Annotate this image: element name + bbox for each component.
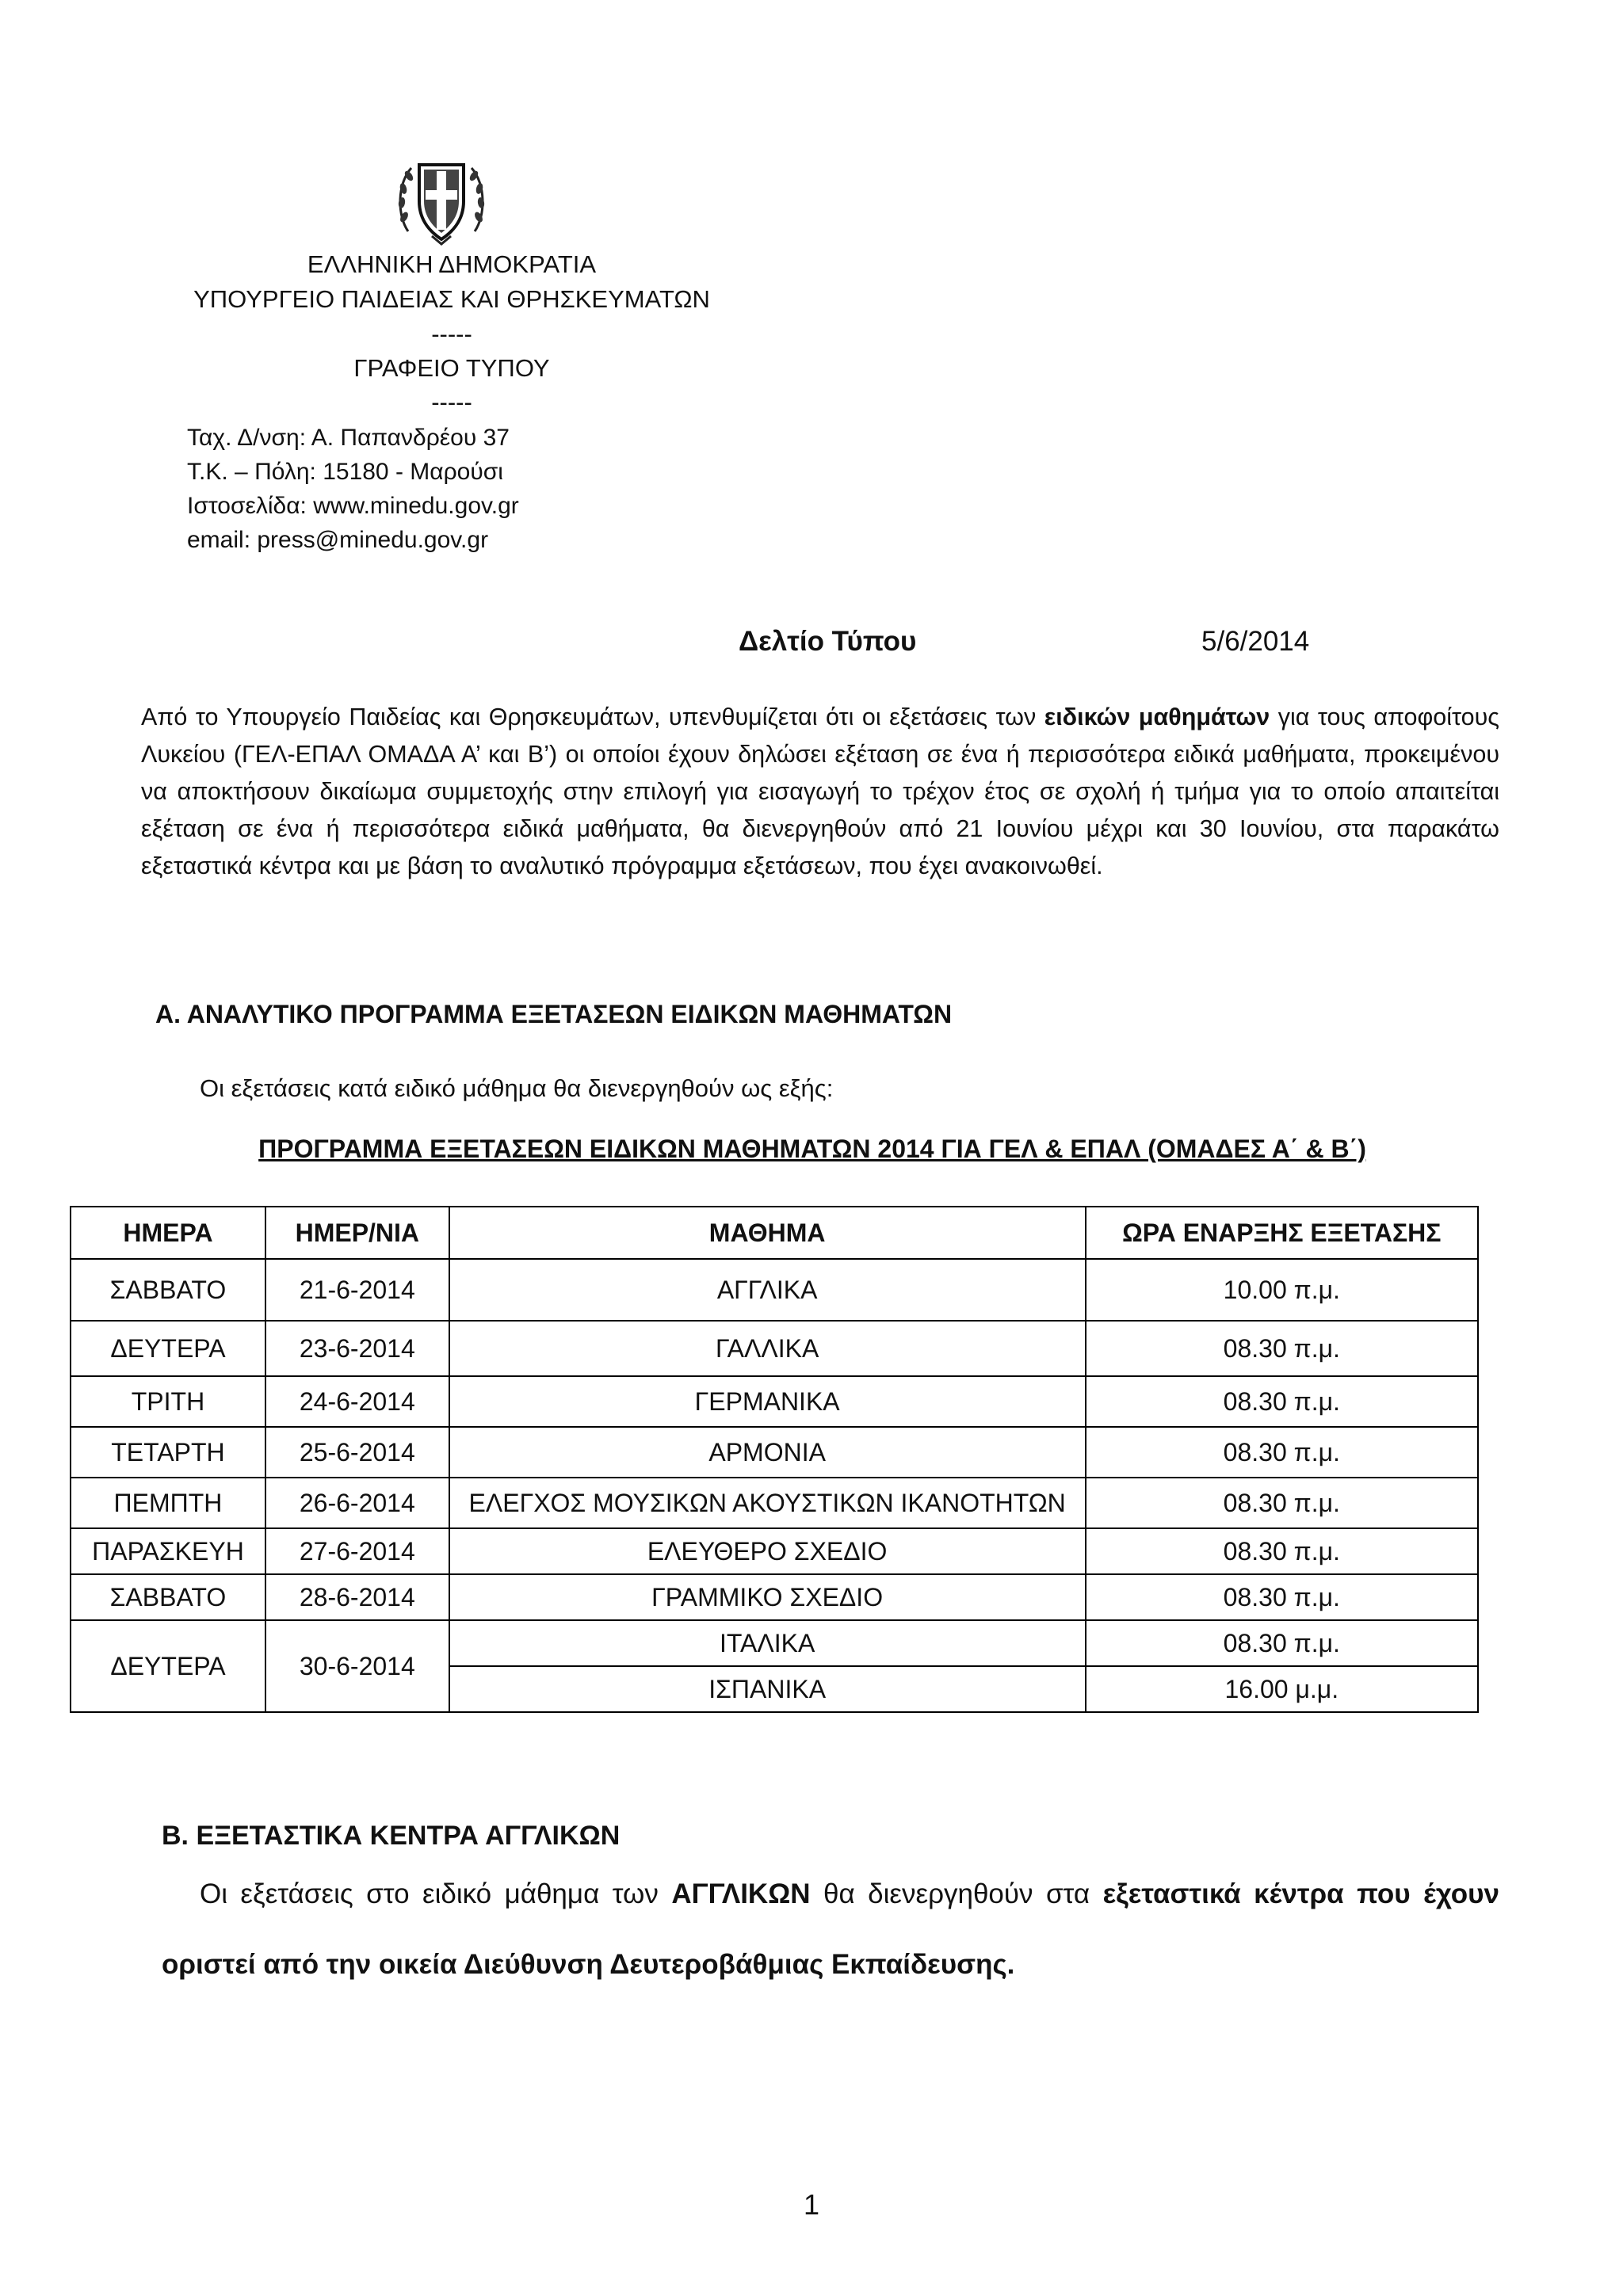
section-b-heading: Β. ΕΞΕΤΑΣΤΙΚΑ ΚΕΝΤΡΑ ΑΓΓΛΙΚΩΝ (162, 1821, 621, 1851)
cell-day: ΣΑΒΒΑΤΟ (71, 1259, 265, 1321)
cell-day: ΠΑΡΑΣΚΕΥΗ (71, 1528, 265, 1574)
section-b-text-bold-1: ΑΓΓΛΙΚΩΝ (671, 1878, 811, 1909)
section-a-intro: Οι εξετάσεις κατά ειδικό μάθημα θα διενεργηθούν ως εξής: (200, 1074, 834, 1102)
intro-text-bold: ειδικών μαθημάτων (1044, 704, 1270, 730)
header-separator-2: ----- (431, 388, 472, 416)
table-header-row (71, 1207, 1478, 1259)
header-ministry: ΥΠΟΥΡΓΕΙΟ ΠΑΙΔΕΙΑΣ ΚΑΙ ΘΡΗΣΚΕΥΜΑΤΩΝ (193, 285, 710, 313)
cell-subject: ΕΛΕΥΘΕΡΟ ΣΧΕΔΙΟ (449, 1528, 1086, 1574)
section-b-text-2: θα διενεργηθούν στα (810, 1878, 1103, 1909)
address-website: Ιστοσελίδα: www.minedu.gov.gr (187, 493, 519, 519)
page-number: 1 (803, 2188, 820, 2221)
column-header-day: ΗΜΕΡΑ (71, 1207, 265, 1259)
table-row (71, 1259, 1478, 1321)
cell-subject: ΓΕΡΜΑΝΙΚΑ (449, 1376, 1086, 1427)
column-header-start-time: ΩΡΑ ΕΝΑΡΞΗΣ ΕΞΕΤΑΣΗΣ (1086, 1207, 1478, 1259)
header-separator: ----- (431, 320, 472, 348)
cell-subject: ΓΑΛΛΙΚΑ (449, 1321, 1086, 1376)
table-row (71, 1478, 1478, 1528)
intro-text-end: για τους αποφοίτους Λυκείου (ΓΕΛ-ΕΠΑΛ ΟΜΑΔΑ Α’ και Β’) οι οποίοι έχουν δηλώσει εξέταση σε ένα ή περισσότερα ειδικά μαθήματα, προκειμένου να αποκτήσουν δικαίωμα συμμετοχής στην επιλογή για εισαγωγή το τρέχον έτος σε σχολή ή τμήμα για το οποίο απαιτείται εξέταση σε ένα ή περισσότερα ειδικά μαθήματα, θα διενεργηθούν από 21 Ιουνίου μέχρι και 30 Ιουνίου, στα παρακάτω εξεταστικά κέντρα και με βάση το αναλυτικό πρόγραμμα εξετάσεων, που έχει ανακοινωθεί. (141, 704, 1499, 879)
cell-day: ΤΕΤΑΡΤΗ (71, 1427, 265, 1478)
exam-schedule-table (70, 1206, 1479, 1713)
cell-date: 26-6-2014 (265, 1478, 449, 1528)
cell-time: 08.30 π.μ. (1086, 1321, 1478, 1376)
table-row (71, 1427, 1478, 1478)
cell-subject: ΙΤΑΛΙΚΑ (449, 1620, 1086, 1666)
address-street: Ταχ. Δ/νση: Α. Παπανδρέου 37 (187, 425, 510, 451)
cell-time: 16.00 μ.μ. (1086, 1666, 1478, 1712)
cell-subject: ΕΛΕΓΧΟΣ ΜΟΥΣΙΚΩΝ ΑΚΟΥΣΤΙΚΩΝ ΙΚΑΝΟΤΗΤΩΝ (449, 1478, 1086, 1528)
section-b-paragraph (162, 1859, 1499, 2000)
cell-date: 27-6-2014 (265, 1528, 449, 1574)
cell-day: ΣΑΒΒΑΤΟ (71, 1574, 265, 1620)
cell-date: 21-6-2014 (265, 1259, 449, 1321)
press-release-title: Δελτίο Τύπου (739, 626, 917, 657)
cell-day: ΠΕΜΠΤΗ (71, 1478, 265, 1528)
cell-date: 28-6-2014 (265, 1574, 449, 1620)
cell-date: 25-6-2014 (265, 1427, 449, 1478)
table-row (71, 1376, 1478, 1427)
coat-of-arms-emblem (392, 154, 491, 249)
address-city: Τ.Κ. – Πόλη: 15180 - Μαρούσι (187, 459, 503, 485)
section-b-text-bold-2: εξεταστικά κέντρα που έχουν οριστεί από την οικεία Διεύθυνση Δευτεροβάθμιας Εκπαίδευσης. (162, 1878, 1499, 1980)
cell-day: ΔΕΥΤΕΡΑ (71, 1620, 265, 1712)
cell-time: 08.30 π.μ. (1086, 1528, 1478, 1574)
section-a-heading: Α. ΑΝΑΛΥΤΙΚΟ ΠΡΟΓΡΑΜΜΑ ΕΞΕΤΑΣΕΩΝ ΕΙΔΙΚΩΝ ΜΑΘΗΜΑΤΩΝ (155, 1000, 953, 1028)
cell-time: 08.30 π.μ. (1086, 1376, 1478, 1427)
section-b-text-1: Οι εξετάσεις στο ειδικό μάθημα των (200, 1878, 672, 1909)
cell-time: 10.00 π.μ. (1086, 1259, 1478, 1321)
intro-text-start: Από το Υπουργείο Παιδείας και Θρησκευμάτων, υπενθυμίζεται ότι οι εξετάσεις των (141, 704, 1044, 730)
cell-subject: ΑΡΜΟΝΙΑ (449, 1427, 1086, 1478)
cell-time: 08.30 π.μ. (1086, 1427, 1478, 1478)
cell-day: ΤΡΙΤΗ (71, 1376, 265, 1427)
cell-date: 23-6-2014 (265, 1321, 449, 1376)
cell-date: 24-6-2014 (265, 1376, 449, 1427)
address-email: email: press@minedu.gov.gr (187, 527, 489, 553)
cell-time: 08.30 π.μ. (1086, 1574, 1478, 1620)
header-office: ΓΡΑΦΕΙΟ ΤΥΠΟΥ (353, 354, 550, 382)
cell-time: 08.30 π.μ. (1086, 1620, 1478, 1666)
column-header-subject: ΜΑΘΗΜΑ (449, 1207, 1086, 1259)
press-release-date: 5/6/2014 (1201, 626, 1310, 657)
cell-subject: ΑΓΓΛΙΚΑ (449, 1259, 1086, 1321)
column-header-date: ΗΜΕΡ/ΝΙΑ (265, 1207, 449, 1259)
cell-subject: ΙΣΠΑΝΙΚΑ (449, 1666, 1086, 1712)
cell-time: 08.30 π.μ. (1086, 1478, 1478, 1528)
intro-paragraph (141, 699, 1499, 885)
cell-date: 30-6-2014 (265, 1620, 449, 1712)
table-row (71, 1321, 1478, 1376)
table-row (71, 1528, 1478, 1574)
header-country: ΕΛΛΗΝΙΚΗ ΔΗΜΟΚΡΑΤΙΑ (307, 250, 597, 278)
table-row (71, 1620, 1478, 1666)
table-row (71, 1574, 1478, 1620)
schedule-table-title: ΠΡΟΓΡΑΜΜΑ ΕΞΕΤΑΣΕΩΝ ΕΙΔΙΚΩΝ ΜΑΘΗΜΑΤΩΝ 2014 ΓΙΑ ΓΕΛ & ΕΠΑΛ (ΟΜΑΔΕΣ Α΄ & Β΄) (258, 1135, 1366, 1163)
cell-day: ΔΕΥΤΕΡΑ (71, 1321, 265, 1376)
cell-subject: ΓΡΑΜΜΙΚΟ ΣΧΕΔΙΟ (449, 1574, 1086, 1620)
